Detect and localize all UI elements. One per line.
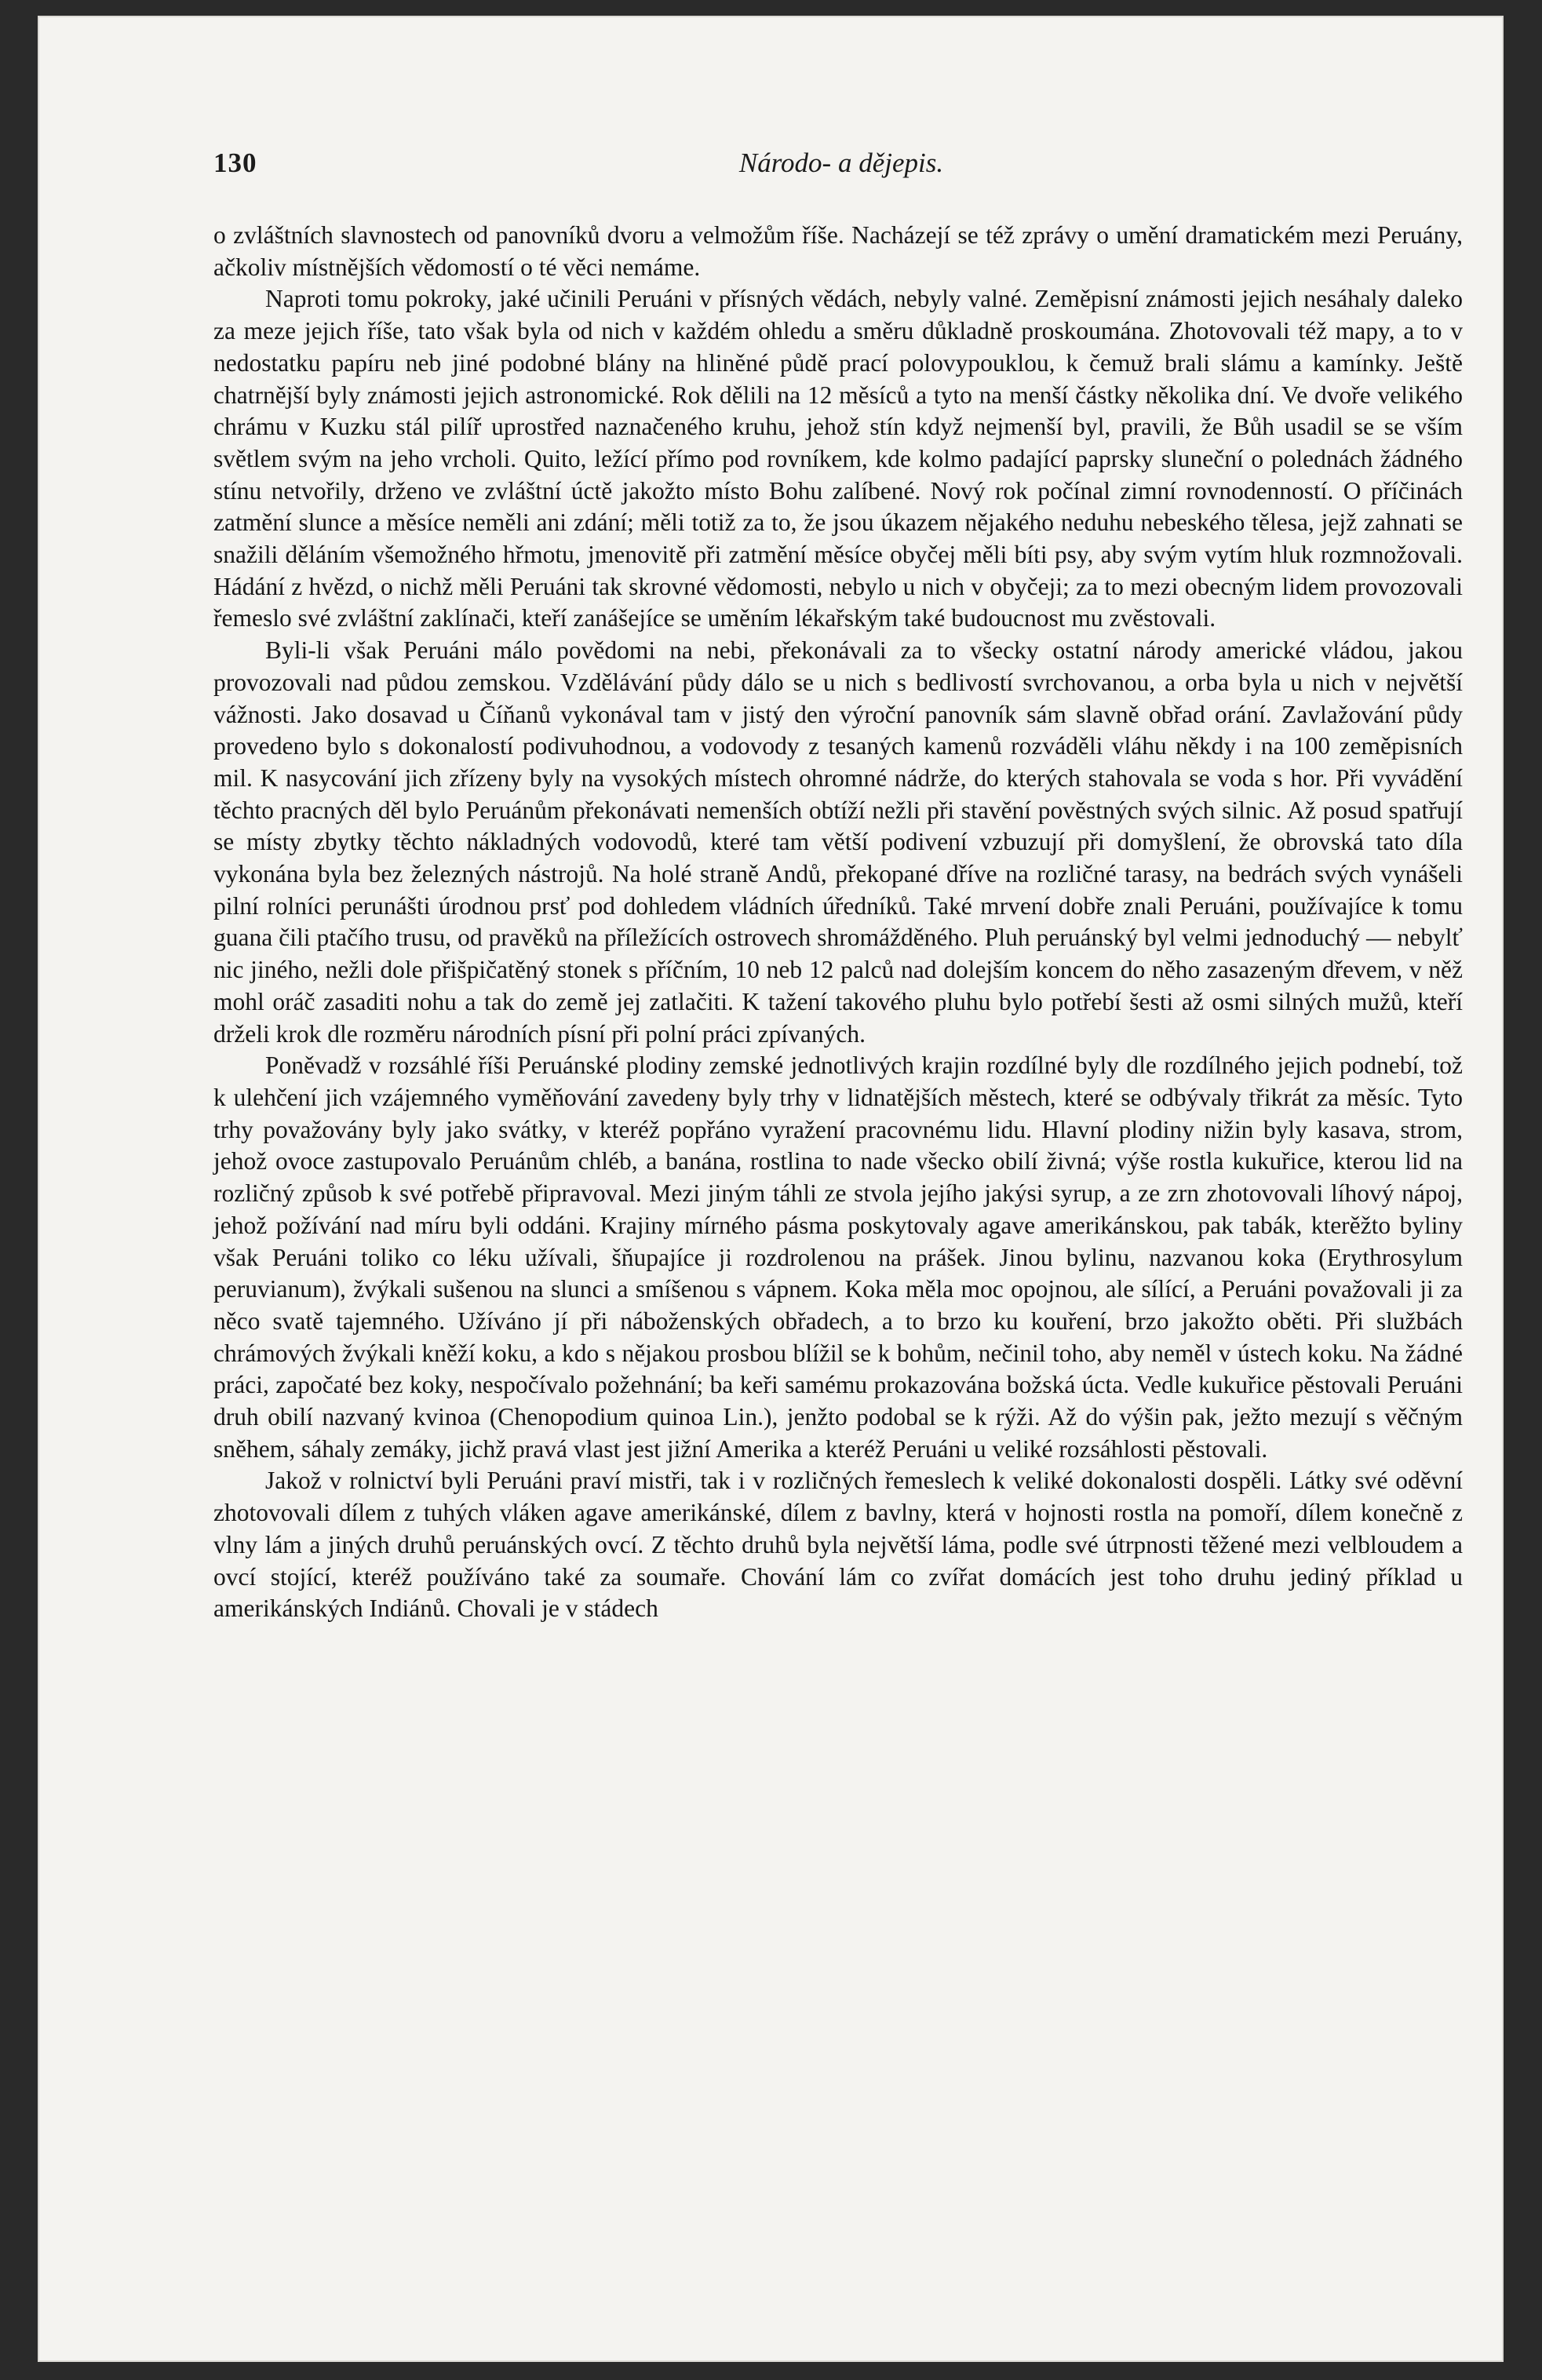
- paragraph: Naproti tomu pokroky, jaké učinili Peruáni v přísných vědách, nebyly valné. Zeměpisní známosti jejich nesáhaly daleko za meze jejich říše, tato však byla od nich v každém ohledu a směru důkladně proskoumána. Zhotovovali též mapy, a to v nedostatku papíru neb jiné podobné blány na hliněné půdě prací polovypouklou, k čemuž brali slámu a kamínky. Ještě chatrnější byly známosti jejich astronomické. Rok dělili na 12 měsíců a tyto na menší částky několika dní. Ve dvoře velikého chrámu v Kuzku stál pilíř uprostřed naznačeného kruhu, jehož stín když nejmenší byl, pravili, že Bůh usadil se se vším světlem svým na jeho vrcholi. Quito, ležící přímo pod rovníkem, kde kolmo padající paprsky sluneční o polednách žádného stínu netvořily, drženo ve zvláštní úctě jakožto místo Bohu zalíbené. Nový rok počínal zimní rovnodenností. O příčinách zatmění slunce a měsíce neměli ani zdání; měli totiž za to, že jsou úkazem nějakého neduhu nebeského tělesa, jejž zahnati se snažili děláním všemožného hřmotu, jmenovitě při zatmění měsíce obyčej měli bíti psy, aby svým vytím hluk rozmnožovali. Hádání z hvězd, o nichž měli Peruáni tak skrovné vědomosti, nebylo u nich v obyčeji; za to mezi obecným lidem provozovali řemeslo své zvláštní zaklínači, kteří zanášejíce se uměním lékařským také budoucnost mu zvěstovali.: [213, 285, 1463, 632]
- paragraph: Poněvadž v rozsáhlé říši Peruánské plodiny zemské jednotlivých krajin rozdílné byly dle rozdílného jejich podnebí, tož k ulehčení jich vzájemného vyměňování zavedeny byly trhy v lidnatějších městech, které se odbývaly třikrát za měsíc. Tyto trhy považovány byly jako svátky, v kteréž popřáno vyražení pracovnému lidu. Hlavní plodiny nižin byly kasava, strom, jehož ovoce zastupovalo Peruánům chléb, a banána, rostlina to nade všecko obilí živná; výše rostla kukuřice, kterou lid na rozličný způsob k své potřebě připravoval. Mezi jiným táhli ze stvola jejího jakýsi syrup, a ze zrn zhotovovali líhový nápoj, jehož požívání nad míru byli oddáni. Krajiny mírného pásma poskytovaly agave amerikánskou, pak tabák, kterěžto byliny však Peruáni toliko co léku užívali, šňupajíce ji rozdrolenou na prášek. Jinou bylinu, nazvanou koka (Erythrosylum peruvianum), žvýkali sušenou na slunci a smíšenou s vápnem. Koka měla moc opojnou, ale sílící, a Peruáni považovali ji za něco svatě tajemného. Užíváno jí při náboženských obřadech, a to brzo ku kouření, brzo jakožto oběti. Při službách chrámových žvýkali kněží koku, a kdo s nějakou prosbou blížil se k bohům, nečinil toho, aby neměl v ústech koku. Na žádné práci, započaté bez koky, nespočívalo požehnání; ba keři samému prokazována božská úcta. Vedle kukuřice pěstovali Peruáni druh obilí nazvaný kvinoa (Chenopodium quinoa Lin.), jenžto podobal se k rýži. Až do výšin pak, ježto mezují s věčným sněhem, sáhaly zemáky, jichž pravá vlast jest jižní Amerika a kteréž Peruáni u veliké rozsáhlosti pěstovali.: [213, 1052, 1463, 1463]
- paragraph: o zvláštních slavnostech od panovníků dvoru a velmožům říše. Nacházejí se též zprávy o umění dramatickém mezi Peruány, ačkoliv místnějších vědomostí o té věci nemáme.: [213, 221, 1463, 281]
- paragraph: Byli-li však Peruáni málo povědomi na nebi, překonávali za to všecky ostatní národy americké vládou, jakou provozovali nad půdou zemskou. Vzdělávání půdy dálo se u nich s bedlivostí svrchovanou, a orba byla u nich v největší vážnosti. Jako dosavad u Číňanů vykonával tam v jistý den výroční panovník sám slavně obřad orání. Zavlažování půdy provedeno bylo s dokonalostí podivuhodnou, a vodovody z tesaných kamenů rozváděli vláhu někdy i na 100 zeměpisních mil. K nasycování jich zřízeny byly na vysokých místech ohromné nádrže, do kterých stahovala se voda s hor. Při vyvádění těchto pracných děl bylo Peruánům překonávati nemenších obtíží nežli při stavění pověstných svých silnic. Až posud spatřují se místy zbytky těchto nákladných vodovodů, které tam větší podivení vzbuzují při domyšlení, že obrovská tato díla vykonána byla bez železných nástrojů. Na holé straně Andů, překopané dříve na rozličné tarasy, na bedrách svých vynášeli pilní rolníci perunášti úrodnou prsť pod dohledem vládních úředníků. Také mrvení dobře znali Peruáni, používajíce k tomu guana čili ptačího trusu, od pravěků na příležících ostrovech shromážděného. Pluh peruánský byl velmi jednoduchý — nebylť nic jiného, nežli dole přišpičatěný stonek s příčním, 10 neb 12 palců nad dolejším koncem do něho zasazeným dřevem, v něž mohl oráč zasaditi nohu a tak do země jej zatlačiti. K tažení takového pluhu bylo potřebí šesti až osmi silných mužů, kteří drželi krok dle rozměru národních písní při polní práci zpívaných.: [213, 636, 1463, 1048]
- body-text: [213, 220, 1463, 1625]
- page-header: [213, 148, 1469, 187]
- page-number: 130: [213, 148, 257, 178]
- paragraph: Jakož v rolnictví byli Peruáni praví mistři, tak i v rozličných řemeslech k veliké dokonalosti dospěli. Látky své oděvní zhotovovali dílem z tuhých vláken agave amerikánské, dílem z bavlny, která v hojnosti rostla na pomoří, dílem konečně z vlny lám a jiných druhů peruánských ovcí. Z těchto druhů byla největší láma, podle své útrpnosti těžené mezi velbloudem a ovcí stojící, kteréž používáno také za soumaře. Chování lám co zvířat domácích jest toho druhu jediný příklad u amerikánských Indiánů. Chovali je v stádech: [213, 1467, 1463, 1623]
- running-title: Národo- a dějepis.: [738, 148, 944, 178]
